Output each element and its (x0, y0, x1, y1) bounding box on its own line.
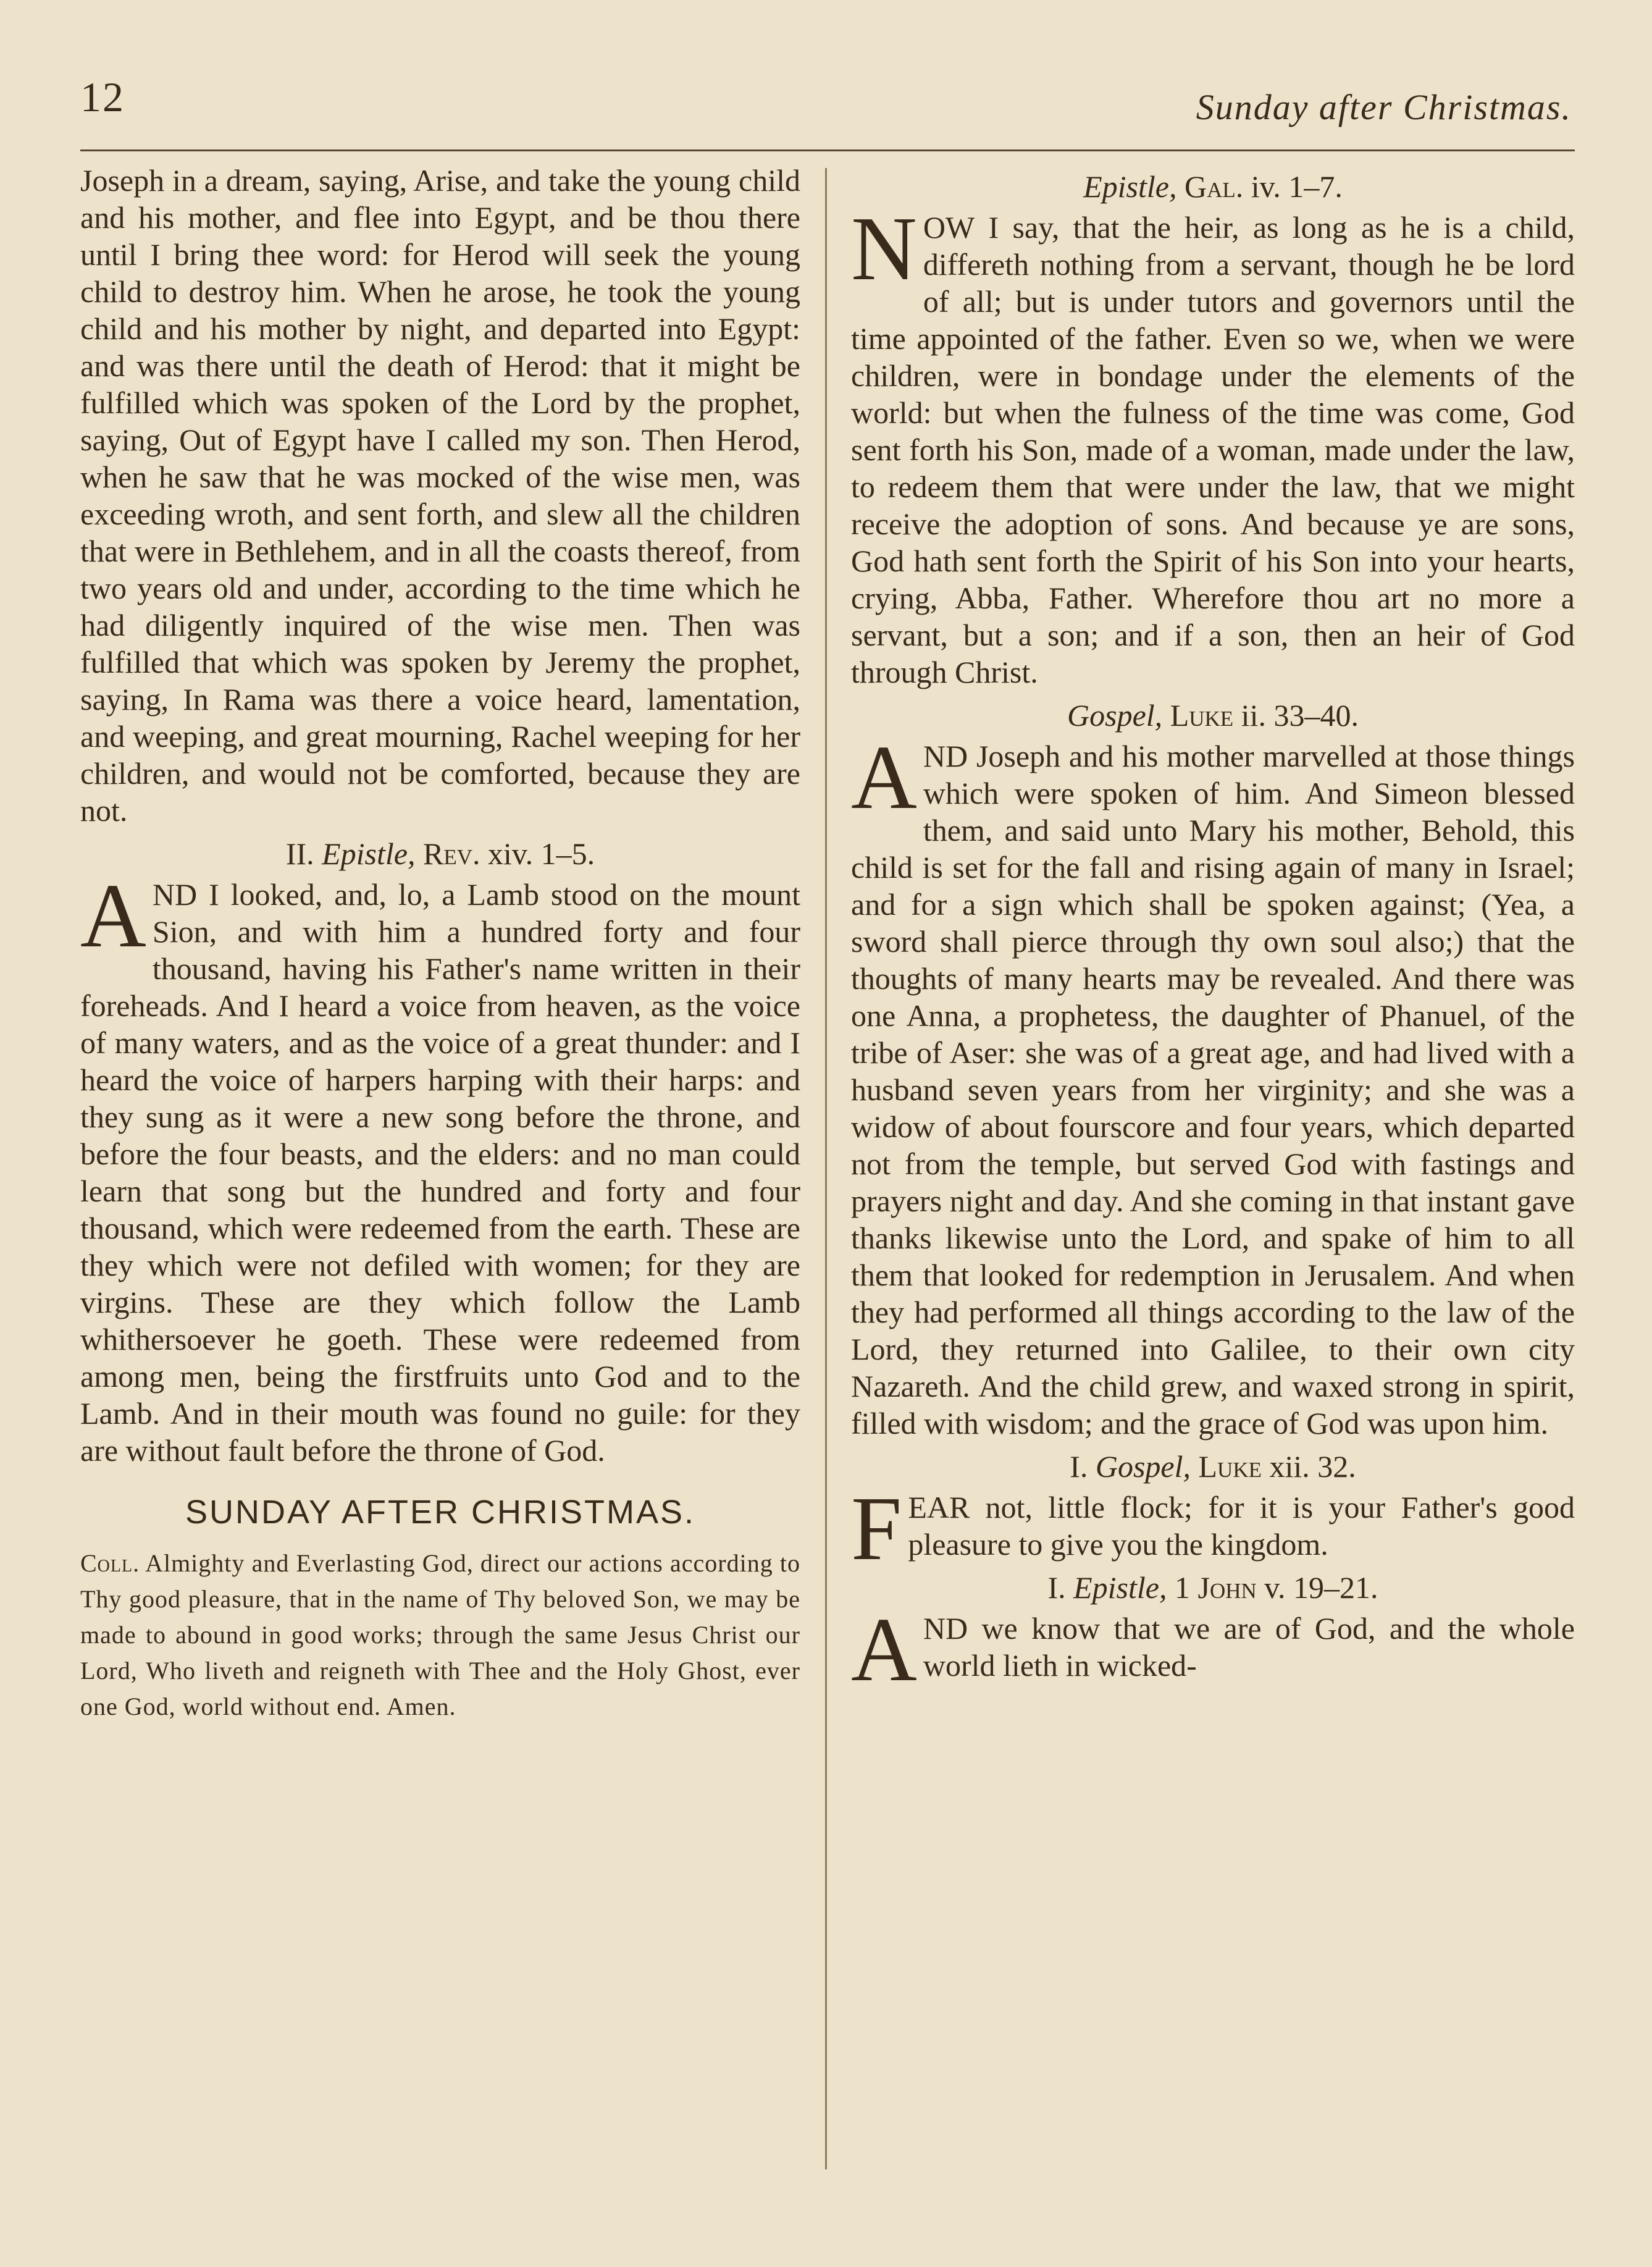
heading-kind: Epistle, (1083, 169, 1177, 204)
right-column (851, 162, 1575, 1701)
continuation-paragraph: Joseph in a dream, saying, Arise, and take the young child and his mother, and flee into Egypt, and be thou there until I bring thee word: for Herod will seek the young child to destroy him. When he arose, he took the young child and his mother by night, and departed into Egypt: and was there until the death of Herod: that it might be fulfilled which was spoken of the Lord by the prophet, saying, Out of Egypt have I called my son. Then Herod, when he saw that he was mocked of the wise men, was exceeding wroth, and sent forth, and slew all the children that were in Bethlehem, and in all the coasts thereof, from two years old and under, according to the time which he had diligently inquired of the wise men. Then was fulfilled that which was spoken by Jeremy the prophet, saying, In Rama was there a voice heard, lamentation, and weeping, and great mourning, Rachel weeping for her children, and would not be comforted, because they are not. (80, 163, 800, 828)
heading-reference: xii. 32. (1269, 1449, 1356, 1484)
drop-cap: F (851, 1478, 902, 1579)
epistle-heading-gal (851, 168, 1575, 205)
drop-cap: A (80, 865, 146, 967)
heading-book: Gal. (1184, 169, 1244, 204)
heading-book: 1 John (1174, 1570, 1257, 1605)
header-rule (80, 149, 1575, 151)
heading-book: Luke (1198, 1449, 1262, 1484)
heading-book: Luke (1170, 698, 1234, 733)
heading-kind: Gospel, (1095, 1449, 1191, 1484)
lead-word: ND (152, 877, 198, 912)
collect-label: Coll. (80, 1549, 140, 1577)
lead-word: EAR (908, 1490, 970, 1525)
heading-reference: xiv. 1–5. (488, 836, 595, 871)
gospel-heading-luke-12 (851, 1448, 1575, 1485)
heading-prefix: II. (285, 836, 314, 871)
collect-paragraph (80, 1546, 800, 1725)
left-column (80, 162, 800, 1725)
epistle-paragraph-1john (851, 1599, 1575, 1701)
lead-word: OW (923, 210, 975, 245)
column-divider (825, 168, 827, 2169)
epistle-heading-1john (851, 1569, 1575, 1606)
paragraph-body: Joseph and his mother marvelled at those things which were spoken of him. And Simeon blessed them, and said unto Mary his mother, Behold, this child is set for the fall and rising again of many in Israel; and for a sign which shall be spoken against; (Yea, a sword shall pierce through thy own soul also;) that the thoughts of many hearts may be revealed. And there was one Anna, a prophetess, the daughter of Phanuel, of the tribe of Aser: she was of a great age, and had lived with a husband seven years from her virginity; and she was a widow of about fourscore and four years, which departed not from the temple, but served God with fastings and prayers night and day. And she coming in that instant gave thanks likewise unto the Lord, and spake of him to all them that looked for redemption in Jerusalem. And when they had performed all things according to the law of the Lord, they returned into Galilee, to their own city Nazareth. And the child grew, and waxed strong in spirit, filled with wisdom; and the grace of God was upon him. (851, 739, 1575, 1441)
lead-word: ND (923, 1611, 968, 1646)
paragraph-body: I say, that the heir, as long as he is a child, differeth nothing from a servant, though he be lord of all; but is under tutors and governors until the time appointed of the father. Even so we, when we were children, were in bondage under the elements of the world: but when the fulness of the time was come, God sent forth his Son, made of a woman, made under the law, to redeem them that were under the law, that we might receive the adoption of sons. And because ye are sons, God hath sent forth the Spirit of his Son into your hearts, crying, Abba, Father. Wherefore thou art no more a servant, but a son; and if a son, then an heir of God through Christ. (851, 210, 1575, 689)
collect-text: Almighty and Everlasting God, direct our actions according to Thy good pleasure, that in the name of Thy beloved Son, we may be made to abound in good works; through the same Jesus Christ our Lord, Who liveth and reigneth with Thee and the Holy Ghost, ever one God, world without end. Amen. (80, 1549, 800, 1720)
gospel-paragraph-luke-12 (851, 1478, 1575, 1579)
heading-reference: iv. 1–7. (1251, 169, 1343, 204)
heading-kind: Gospel, (1067, 698, 1163, 733)
epistle-paragraph-rev (80, 865, 800, 1469)
heading-kind: Epistle, (322, 836, 416, 871)
lead-word: ND (923, 739, 968, 773)
epistle-paragraph-gal (851, 198, 1575, 691)
paragraph-body: not, little flock; for it is your Father's good pleasure to give you the kingdom. (908, 1490, 1575, 1562)
drop-cap: A (851, 727, 917, 828)
epistle-heading-rev (80, 835, 800, 872)
heading-reference: ii. 33–40. (1241, 698, 1359, 733)
heading-book: Rev. (423, 836, 480, 871)
heading-kind: Epistle, (1073, 1570, 1167, 1605)
drop-cap: N (851, 198, 917, 300)
running-title: Sunday after Christmas. (1196, 87, 1572, 127)
heading-prefix: I. (1070, 1449, 1088, 1484)
paragraph-body: we know that we are of God, and the whole world lieth in wicked- (923, 1611, 1575, 1683)
gospel-paragraph-luke-2 (851, 727, 1575, 1442)
heading-prefix: I. (1047, 1570, 1066, 1605)
page-number: 12 (80, 74, 125, 120)
paragraph-body: I looked, and, lo, a Lamb stood on the mount Sion, and with him a hundred forty and four thousand, having his Father's name written in their foreheads. And I heard a voice from heaven, as the voice of many waters, and as the voice of a great thunder: and I heard the voice of harpers harping with their harps: and they sung as it were a new song before the throne, and before the four beasts, and the elders: and no man could learn that song but the hundred and forty and four thousand, which were redeemed from the earth. These are they which were not defiled with women; for they are virgins. These are they which follow the Lamb whithersoever he goeth. These were redeemed from among men, being the firstfruits unto God and to the Lamb. And in their mouth was found no guile: for they are without fault before the throne of God. (80, 877, 800, 1468)
section-title: SUNDAY AFTER CHRISTMAS. (185, 1494, 696, 1531)
drop-cap: A (851, 1599, 917, 1701)
gospel-heading-luke-2 (851, 697, 1575, 734)
heading-reference: v. 19–21. (1264, 1570, 1378, 1605)
